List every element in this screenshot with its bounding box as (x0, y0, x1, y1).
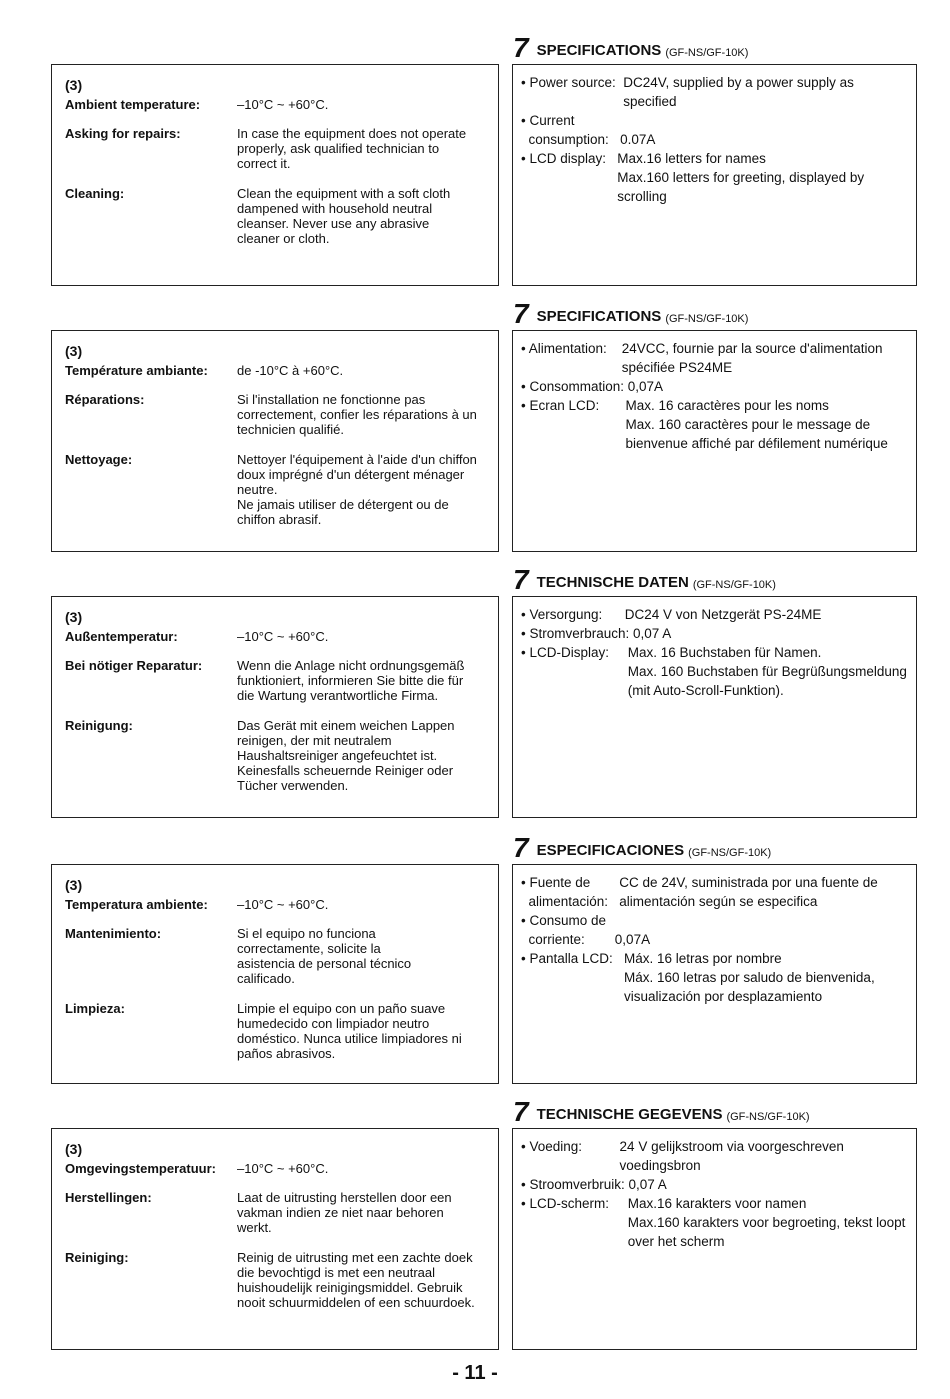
note-row (65, 186, 486, 246)
note-row (65, 1161, 486, 1176)
spec-box-nl (512, 1128, 917, 1350)
section-title: TECHNISCHE DATEN (536, 574, 689, 591)
note-value: Das Gerät mit einem weichen Lappen reinigen, der mit neutralem Haushaltsreiniger angefeuchtet ist. Keinesfalls scheuernde Reiniger oder Tücher verwenden. (237, 718, 455, 793)
spec-value: Máx. 16 letras por nombre Máx. 160 letras por saludo de bienvenida, visualización por desplazamiento (624, 951, 875, 1004)
page-number: - 11 - (452, 1362, 498, 1384)
spec-value: DC24V, supplied by a power supply as specified (623, 75, 854, 109)
note-row (65, 718, 486, 793)
note-value: de -10°C à +60°C. (237, 363, 344, 378)
note-label: Ambient temperature: (65, 97, 201, 112)
note-row (65, 126, 486, 171)
note-row (65, 658, 486, 703)
spec-heading-fr (513, 300, 748, 328)
note-label: Außentemperatur: (65, 629, 178, 644)
note-row (65, 363, 486, 378)
spec-box-es (512, 864, 917, 1084)
spec-label: • Consommation: (521, 379, 628, 394)
note-row (65, 1001, 486, 1061)
spec-value: DC24 V von Netzgerät PS-24ME (624, 607, 822, 622)
spec-box-fr (512, 330, 917, 552)
spec-row (521, 873, 908, 911)
model-label: (GF-NS/GF-10K) (665, 313, 749, 325)
spec-box-en (512, 64, 917, 286)
spec-value: Max.16 letters for names Max.160 letters for greeting, displayed by scrolling (617, 151, 865, 204)
spec-value: 24 V gelijkstroom via voorgeschreven voedingsbron (619, 1139, 844, 1173)
subsection-number: (3) (65, 77, 83, 93)
note-row (65, 452, 486, 527)
section-number: 7 (513, 32, 529, 63)
note-row (65, 926, 486, 986)
operation-notes-de (51, 596, 499, 818)
spec-row (521, 149, 908, 206)
spec-label: • Pantalla LCD: (521, 951, 625, 966)
section-number: 7 (513, 564, 529, 595)
spec-label: • LCD-Display: (521, 645, 628, 660)
note-row (65, 392, 486, 437)
spec-value: 0.07A (620, 132, 656, 147)
section-number: 7 (513, 832, 529, 863)
note-value: Si el equipo no funciona correctamente, solicite la asistencia de personal técnico calificado. (237, 926, 412, 986)
spec-heading-es (513, 834, 771, 862)
note-row (65, 97, 486, 112)
note-row (65, 1190, 486, 1235)
spec-label: • Ecran LCD: (521, 398, 626, 413)
subsection-number: (3) (65, 1141, 83, 1157)
spec-label: • Current consumption: (521, 113, 609, 147)
note-value: In case the equipment does not operate properly, ask qualified technician to correct it. (237, 126, 467, 171)
note-label: Cleaning: (65, 186, 125, 201)
note-label: Température ambiante: (65, 363, 208, 378)
spec-row (521, 396, 908, 453)
spec-label: • LCD display: (521, 151, 618, 166)
model-label: (GF-NS/GF-10K) (665, 47, 749, 59)
note-label: Bei nötiger Reparatur: (65, 658, 203, 673)
spec-value: 0,07 A (633, 626, 672, 641)
section-number: 7 (513, 1096, 529, 1127)
note-label: Asking for repairs: (65, 126, 181, 141)
spec-row (521, 911, 908, 949)
spec-row (521, 1175, 908, 1194)
spec-row (521, 377, 908, 396)
spec-row (521, 949, 908, 1006)
section-title: ESPECIFICACIONES (536, 842, 685, 859)
note-value: –10°C ~ +60°C. (237, 629, 329, 644)
spec-value: Max. 16 Buchstaben für Namen. Max. 160 Buchstaben für Begrüßungsmeldung (mit Auto-Scroll-Funktion). (627, 645, 907, 698)
section-title: TECHNISCHE GEGEVENS (536, 1106, 723, 1123)
model-label: (GF-NS/GF-10K) (692, 579, 776, 591)
spec-label: • Consumo de corriente: (521, 913, 607, 947)
note-label: Mantenimiento: (65, 926, 162, 941)
operation-notes-fr (51, 330, 499, 552)
spec-value: CC de 24V, suministrada por una fuente de alimentación según se especifica (619, 875, 878, 909)
spec-row (521, 339, 908, 377)
spec-value: 0,07A (614, 932, 651, 947)
note-label: Reinigung: (65, 718, 133, 733)
note-label: Omgevingstemperatuur: (65, 1161, 216, 1176)
subsection-number: (3) (65, 343, 83, 359)
spec-row (521, 1137, 908, 1175)
note-value: Nettoyer l'équipement à l'aide d'un chiffon doux imprégné d'un détergent ménager neutre. Ne jamais utiliser de détergent ou de chiffon abrasif. (237, 452, 477, 527)
note-value: Reinig de uitrusting met een zachte doek die bevochtigd is met een neutraal huishoudelijk reinigingsmiddel. Gebruik nooit schuurmiddelen of een schuurdoek. (237, 1250, 475, 1310)
model-label: (GF-NS/GF-10K) (688, 847, 772, 859)
spec-label: • Stroomverbruik: (521, 1177, 629, 1192)
note-value: –10°C ~ +60°C. (237, 97, 329, 112)
note-label: Herstellingen: (65, 1190, 152, 1205)
section-title: SPECIFICATIONS (536, 42, 662, 59)
operation-notes-en (51, 64, 499, 286)
spec-value: Max. 16 caractères pour les noms Max. 160 caractères pour le message de bienvenue affiché par défilement numérique (625, 398, 888, 451)
spec-label: • LCD-scherm: (521, 1196, 628, 1211)
note-value: Wenn die Anlage nicht ordnungsgemäß funktioniert, informieren Sie bitte die für die Wartung verantwortliche Firma. (237, 658, 465, 703)
spec-row (521, 643, 908, 700)
spec-label: • Versorgung: (521, 607, 625, 622)
note-label: Reiniging: (65, 1250, 129, 1265)
note-value: Si l'installation ne fonctionne pas correctement, confier les réparations à un technicien qualifié. (237, 392, 477, 437)
subsection-number: (3) (65, 609, 83, 625)
spec-row (521, 605, 908, 624)
operation-notes-es (51, 864, 499, 1084)
spec-row (521, 111, 908, 149)
note-value: –10°C ~ +60°C. (237, 897, 329, 912)
note-row (65, 897, 486, 912)
spec-label: • Alimentation: (521, 341, 622, 356)
spec-row (521, 73, 908, 111)
spec-row (521, 624, 908, 643)
spec-heading-en (513, 34, 748, 62)
spec-label: • Stromverbrauch: (521, 626, 634, 641)
note-label: Limpieza: (65, 1001, 125, 1016)
spec-box-de (512, 596, 917, 818)
spec-value: 0,07A (627, 379, 664, 394)
note-value: Limpie el equipo con un paño suave humedecido con limpiador neutro doméstico. Nunca utilice limpiadores ni paños abrasivos. (237, 1001, 462, 1061)
section-number: 7 (513, 298, 529, 329)
subsection-number: (3) (65, 877, 83, 893)
spec-label: • Voeding: (521, 1139, 620, 1154)
spec-heading-de (513, 566, 776, 594)
note-label: Nettoyage: (65, 452, 133, 467)
note-value: Clean the equipment with a soft cloth dampened with household neutral cleanser. Never use any abrasive cleaner or cloth. (237, 186, 451, 246)
note-row (65, 1250, 486, 1310)
spec-value: Max.16 karakters voor namen Max.160 karakters voor begroeting, tekst loopt over het scherm (627, 1196, 906, 1249)
spec-value: 24VCC, fournie par la source d'alimentation spécifiée PS24ME (621, 341, 883, 375)
spec-label: • Power source: (521, 75, 624, 90)
spec-value: 0,07 A (628, 1177, 667, 1192)
model-label: (GF-NS/GF-10K) (726, 1111, 810, 1123)
note-label: Temperatura ambiente: (65, 897, 208, 912)
spec-label: • Fuente de alimentación: (521, 875, 609, 909)
note-label: Réparations: (65, 392, 145, 407)
section-title: SPECIFICATIONS (536, 308, 662, 325)
spec-heading-nl (513, 1098, 810, 1126)
note-value: Laat de uitrusting herstellen door een vakman indien ze niet naar behoren werkt. (237, 1190, 452, 1235)
spec-row (521, 1194, 908, 1251)
note-row (65, 629, 486, 644)
note-value: –10°C ~ +60°C. (237, 1161, 329, 1176)
operation-notes-nl (51, 1128, 499, 1350)
